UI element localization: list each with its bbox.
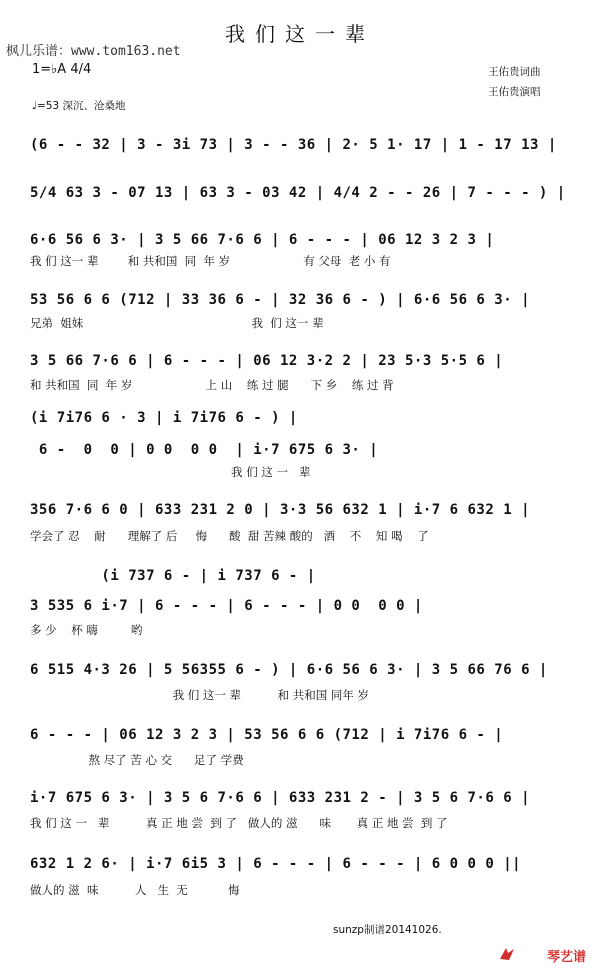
- notation-line-5: 3 5 66 7·6 6 | 6 - - - | 06 12 3·2 2 | 23 5·3 5·5 6 |: [30, 353, 504, 369]
- notation-line-2: 5/4 63 3 - 07 13 | 63 3 - 03 42 | 4/4 2 - - 26 | 7 - - - ) |: [30, 185, 566, 201]
- notation-line-4: 53 56 6 6 (712 | 33 36 6 - | 32 36 6 - ) | 6·6 56 6 3· |: [30, 292, 531, 308]
- song-title: 我们这一辈: [225, 22, 375, 46]
- key-signature: 1=♭A 4/4: [32, 62, 92, 77]
- site-watermark: 枫儿乐谱：www.tom163.net: [6, 44, 181, 59]
- notation-line-1: (6 - - 32 | 3 - 3i 73 | 3 - - 36 | 2· 5 1· 17 | 1 - 17 13 |: [30, 137, 557, 153]
- transcriber-signature: sunzp制谱20141026.: [333, 924, 442, 936]
- notation-line-8: 356 7·6 6 0 | 633 231 2 0 | 3·3 56 632 1 | i·7 6 632 1 |: [30, 502, 531, 518]
- lyric-line-13: 我 们 这 一 辈 真 正 地 尝 到 了 做人的 滋 味 真 正 地 尝 到 了: [30, 816, 448, 830]
- lyric-line-3: 我 们 这一 辈 和 共和国 同 年 岁 有 父母 老 小 有: [30, 254, 391, 268]
- notation-line-6: (i 7i76 6 · 3 | i 7i76 6 - ) |: [30, 410, 298, 426]
- lyric-line-10: 多 少 杯 嗨 哟: [30, 623, 143, 637]
- brand-logo-icon: [498, 945, 516, 963]
- notation-line-3: 6·6 56 6 3· | 3 5 66 7·6 6 | 6 - - - | 06 12 3 2 3 |: [30, 232, 495, 248]
- notation-line-13: i·7 675 6 3· | 3 5 6 7·6 6 | 633 231 2 - | 3 5 6 7·6 6 |: [30, 790, 531, 806]
- lyric-line-12: 熬 尽了 苦 心 交 足了 学费: [30, 753, 244, 767]
- lyric-line-14: 做人的 滋 味 人 生 无 悔: [30, 883, 240, 897]
- notation-line-11: 6 515 4·3 26 | 5 56355 6 - ) | 6·6 56 6 3· | 3 5 66 76 6 |: [30, 662, 548, 678]
- lyric-line-5: 和 共和国 同 年 岁 上 山 练 过 腿 下 乡 练 过 背: [30, 378, 394, 392]
- notation-line-12: 6 - - - | 06 12 3 2 3 | 53 56 6 6 (712 | i 7i76 6 - |: [30, 727, 504, 743]
- tempo-marking: ♩=53 深沉、沧桑地: [32, 100, 126, 112]
- notation-line-7: 6 - 0 0 | 0 0 0 0 | i·7 675 6 3· |: [30, 442, 379, 458]
- notation-line-14: 632 1 2 6· | i·7 6i5 3 | 6 - - - | 6 - - - | 6 0 0 0 ||: [30, 856, 522, 872]
- notation-line-9: (i 737 6 - | i 737 6 - |: [30, 568, 316, 584]
- credit-lyricist-composer: 王佑贵词曲: [488, 66, 541, 78]
- lyric-line-4: 兄弟 姐妹 我 们 这一 辈: [30, 316, 324, 330]
- lyric-line-8: 学会了 忍 耐 理解了 后 悔 酸 甜 苦辣 酸的 酒 不 知 喝 了: [30, 529, 429, 543]
- brand-name: 琴艺谱: [546, 950, 586, 965]
- lyric-line-7: 我 们 这 一 辈: [30, 465, 311, 479]
- lyric-line-11: 我 们 这一 辈 和 共和国 同年 岁: [30, 688, 370, 702]
- credit-singer: 王佑贵演唱: [488, 86, 541, 98]
- notation-line-10: 3 535 6 i·7 | 6 - - - | 6 - - - | 0 0 0 0 |: [30, 598, 423, 614]
